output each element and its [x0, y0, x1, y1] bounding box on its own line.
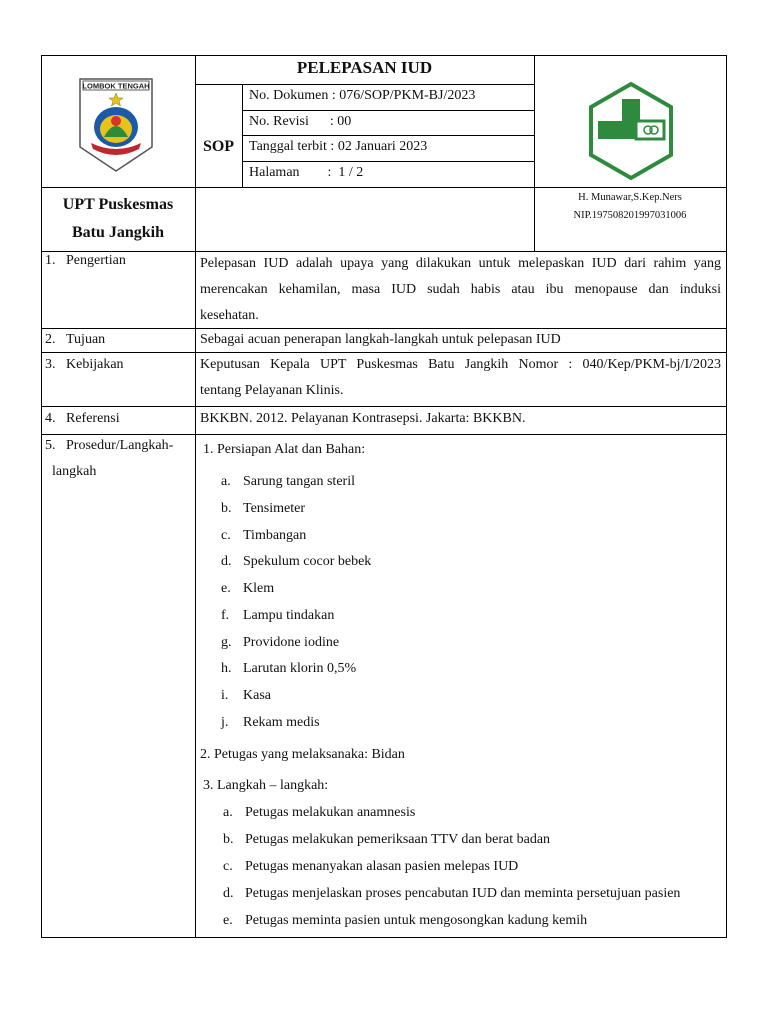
logo-column-divider: [534, 55, 535, 252]
step-marker: a.: [223, 805, 233, 820]
step-item: Petugas meminta pasien untuk mengosongkan kadung kemih: [245, 913, 588, 928]
issue-date: Tanggal terbit : 02 Januari 2023: [249, 139, 428, 154]
sop-divider: [242, 84, 243, 188]
signer-nip: NIP.197508201997031006: [573, 210, 687, 221]
revision-number: No. Revisi : 00: [249, 114, 352, 129]
step-marker: d.: [223, 886, 234, 901]
step-item: Petugas melakukan anamnesis: [245, 805, 416, 820]
title-underline: [195, 84, 534, 85]
document-title: PELEPASAN IUD: [296, 58, 433, 77]
tool-item: Sarung tangan steril: [243, 474, 355, 489]
section-1-number: 1.: [45, 253, 56, 268]
section-3-label: Kebijakan: [66, 357, 124, 372]
section-4-number: 4.: [45, 411, 56, 426]
row-divider-5: [41, 434, 727, 435]
tool-marker: a.: [221, 474, 231, 489]
row-divider-3: [41, 352, 727, 353]
tujuan-text: Sebagai acuan penerapan langkah-langkah untuk pelepasan IUD: [200, 332, 561, 347]
border-right: [726, 55, 727, 938]
meta-divider-2: [242, 135, 534, 136]
tool-marker: f.: [221, 608, 230, 623]
tool-marker: h.: [221, 661, 232, 676]
border-left: [41, 55, 42, 938]
org-name-line2: Batu Jangkih: [71, 224, 165, 241]
procedure-part3-title: 3. Langkah – langkah:: [203, 778, 329, 793]
page-number: Halaman : 1 / 2: [249, 165, 364, 180]
tool-marker: b.: [221, 501, 232, 516]
section-5-number: 5.: [45, 438, 56, 453]
tool-item: Timbangan: [243, 528, 307, 543]
step-item: Petugas menjelaskan proses pencabutan IUD dan meminta persetujuan pasien: [245, 886, 681, 901]
pengertian-line-1: Pelepasan IUD adalah upaya yang dilakukan untuk melepaskan IUD dari rahim yang: [200, 256, 721, 271]
meta-divider-3: [242, 161, 534, 162]
tool-item: Spekulum cocor bebek: [243, 554, 372, 569]
border-top: [41, 55, 727, 56]
step-marker: b.: [223, 832, 234, 847]
lombok-tengah-emblem-icon: [77, 77, 155, 173]
tool-marker: c.: [221, 528, 231, 543]
doc-number: No. Dokumen : 076/SOP/PKM-BJ/2023: [249, 88, 476, 103]
emblem-label: LOMBOK TENGAH: [82, 81, 150, 91]
step-marker: e.: [223, 913, 233, 928]
section-2-number: 2.: [45, 332, 56, 347]
meta-divider-1: [242, 110, 534, 111]
section-1-label: Pengertian: [66, 253, 126, 268]
tool-item: Rekam medis: [243, 715, 320, 730]
header-bottom-line: [41, 187, 727, 188]
tool-item: Tensimeter: [243, 501, 305, 516]
section-3-number: 3.: [45, 357, 56, 372]
sop-document: [41, 55, 727, 938]
pengertian-line-3: kesehatan.: [200, 308, 259, 323]
section-5-label: Prosedur/Langkah-: [66, 438, 174, 453]
procedure-part1-title: 1. Persiapan Alat dan Bahan:: [203, 442, 366, 457]
border-bottom: [41, 937, 727, 938]
step-item: Petugas melakukan pemeriksaan TTV dan berat badan: [245, 832, 551, 847]
column-divider: [195, 55, 196, 938]
tool-item: Larutan klorin 0,5%: [243, 661, 357, 676]
tool-item: Klem: [243, 581, 275, 596]
section-2-label: Tujuan: [66, 332, 106, 347]
org-name-line1: UPT Puskesmas: [62, 196, 174, 213]
signer-name: H. Munawar,S.Kep.Ners: [578, 192, 682, 203]
referensi-text: BKKBN. 2012. Pelayanan Kontrasepsi. Jakarta: BKKBN.: [200, 411, 526, 426]
row-divider-4: [41, 406, 727, 407]
row-divider-2: [41, 328, 727, 329]
tool-item: Kasa: [243, 688, 271, 703]
kebijakan-line-1: Keputusan Kepala UPT Puskesmas Batu Jangkih Nomor : 040/Kep/PKM-bj/I/2023: [200, 357, 721, 372]
pengertian-line-2: merencakan kehamilan, masa IUD sudah habis atau ibu menopause dan induksi: [200, 282, 721, 297]
procedure-part2: 2. Petugas yang melaksanaka: Bidan: [200, 747, 405, 762]
tool-marker: d.: [221, 554, 232, 569]
tool-marker: g.: [221, 635, 232, 650]
tool-item: Lampu tindakan: [243, 608, 335, 623]
tool-item: Providone iodine: [243, 635, 340, 650]
step-item: Petugas menanyakan alasan pasien melepas IUD: [245, 859, 519, 874]
puskesmas-logo-icon: [586, 81, 676, 181]
sop-label: SOP: [202, 138, 235, 155]
step-marker: c.: [223, 859, 233, 874]
tool-marker: j.: [221, 715, 229, 730]
kebijakan-line-2: tentang Pelayanan Klinis.: [200, 383, 344, 398]
tool-marker: e.: [221, 581, 231, 596]
tool-marker: i.: [221, 688, 229, 703]
section-4-label: Referensi: [66, 411, 120, 426]
section-5-label-cont: langkah: [52, 464, 97, 479]
